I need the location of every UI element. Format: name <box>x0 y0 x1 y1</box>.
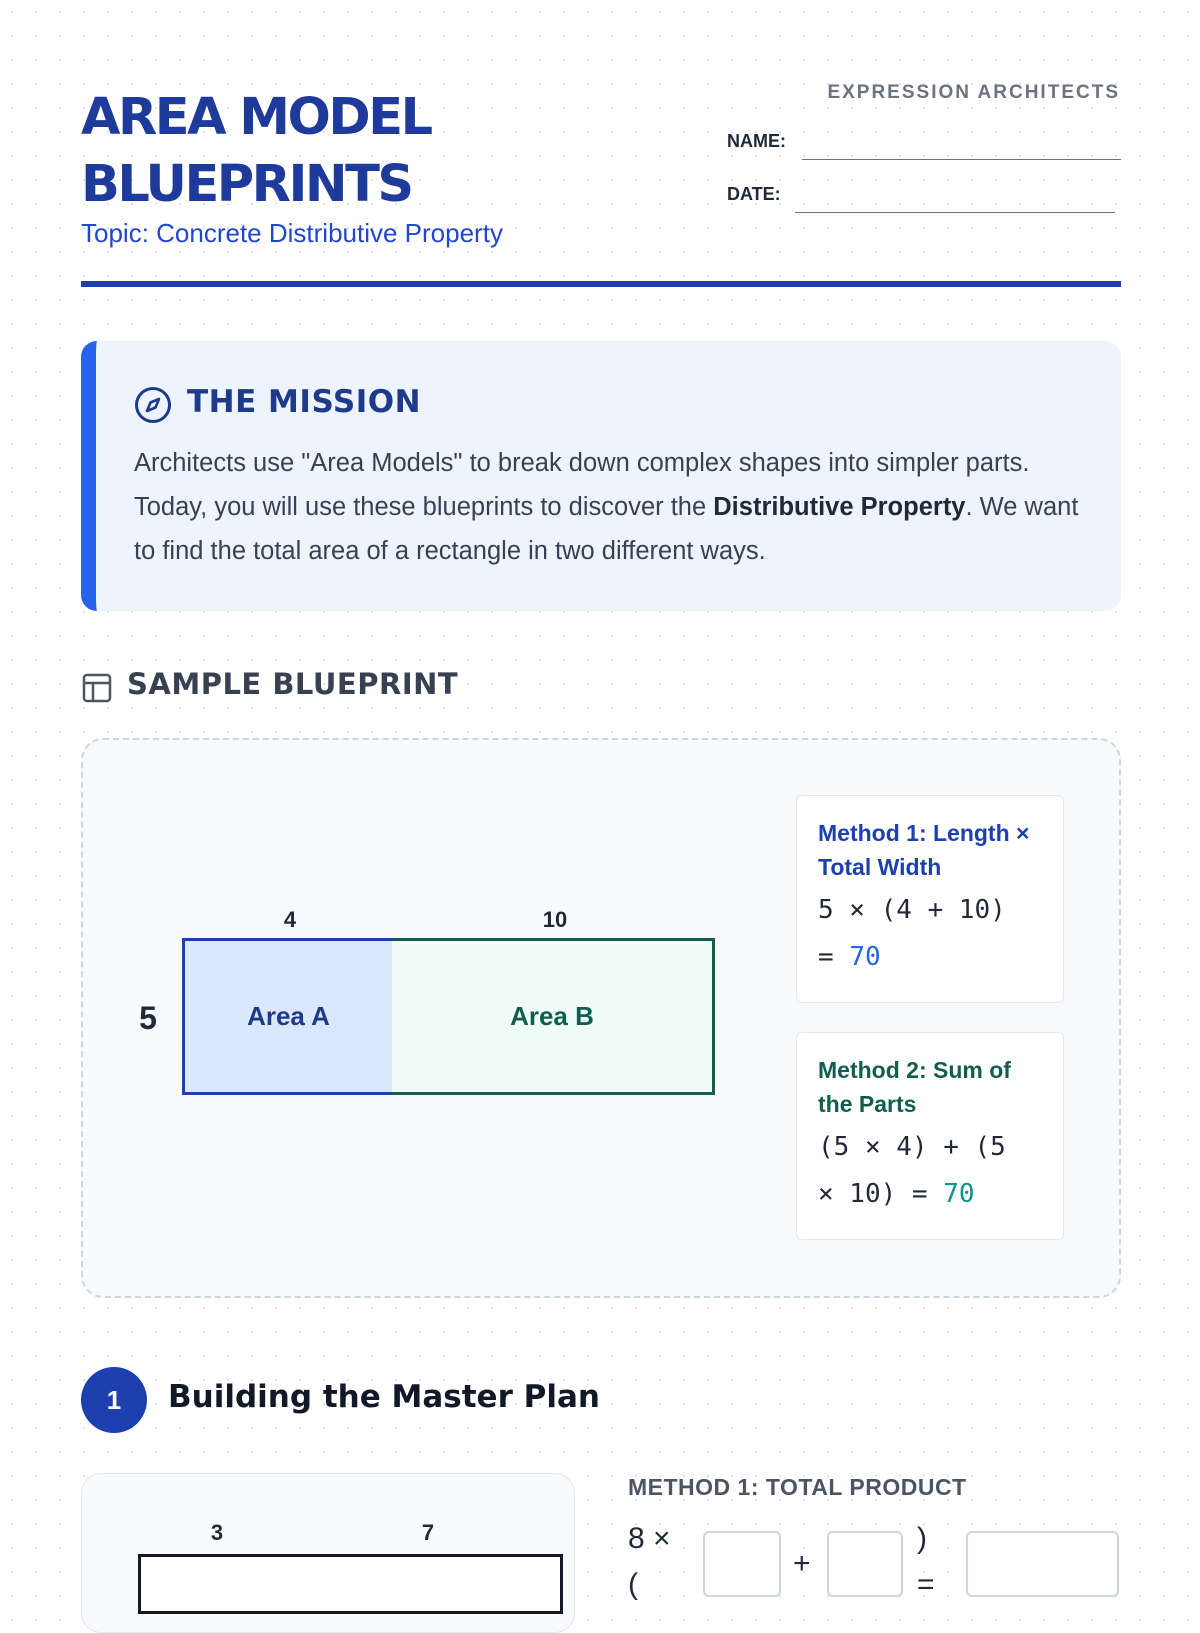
mission-bold-term: Distributive Property <box>713 493 966 521</box>
name-field[interactable] <box>802 159 1121 160</box>
area-b-rect <box>392 938 715 1095</box>
page-title <box>81 84 431 218</box>
equation-factor: 8 × <box>628 1522 671 1555</box>
area-a-rect <box>182 938 395 1095</box>
date-field[interactable] <box>795 212 1115 213</box>
area-a-label: Area A <box>247 1001 330 1031</box>
plan-area-left <box>138 1554 298 1614</box>
area-b-label: Area B <box>510 1001 594 1031</box>
method1-card <box>796 795 1064 1003</box>
equation-plus: + <box>793 1547 811 1580</box>
equation-open-paren: ( <box>628 1568 638 1601</box>
method2-card <box>796 1032 1064 1240</box>
sample-width-b: 10 <box>542 907 568 932</box>
plan-width-a: 3 <box>210 1520 224 1545</box>
mission-title: THE MISSION <box>187 384 422 420</box>
sample-width-a: 4 <box>283 907 297 932</box>
layout-icon <box>82 673 112 703</box>
section-title: Building the Master Plan <box>168 1379 601 1415</box>
answer-box-1[interactable] <box>703 1531 781 1597</box>
title-line-2: BLUEPRINTS <box>81 155 412 214</box>
method2-equation: (5 × 4) + (5 × 10) = 70 <box>818 1132 1006 1209</box>
compass-icon <box>134 386 172 424</box>
brand-label: EXPRESSION ARCHITECTS <box>827 82 1120 103</box>
method1-equation: 5 × (4 + 10) = 70 <box>818 895 1006 972</box>
method1-result: 70 <box>849 942 881 972</box>
equation-equals: = <box>917 1568 935 1601</box>
method1-title: Method 1: Length × Total Width <box>818 820 1030 880</box>
method2-result: 70 <box>943 1179 975 1209</box>
name-label: NAME: <box>727 131 786 151</box>
date-label: DATE: <box>727 184 781 204</box>
plan-area-right <box>295 1554 563 1614</box>
sample-title: SAMPLE BLUEPRINT <box>127 667 459 701</box>
method2-title: Method 2: Sum of the Parts <box>818 1057 1011 1117</box>
plan-width-b: 7 <box>421 1520 435 1545</box>
answer-box-2[interactable] <box>827 1531 903 1597</box>
mission-text: Architects use "Area Models" to break down complex shapes into simpler parts. Today, you will use these blueprints to discover the Distributive Property. We want to find the total area of a rectangle in two different ways. <box>134 449 1079 565</box>
section-number-badge: 1 <box>81 1367 147 1433</box>
equation-close-paren: ) <box>917 1522 927 1555</box>
method1-total-product-label: METHOD 1: TOTAL PRODUCT <box>628 1474 967 1500</box>
sample-height: 5 <box>139 1000 157 1036</box>
answer-box-total[interactable] <box>966 1531 1119 1597</box>
topic-subtitle: Topic: Concrete Distributive Property <box>81 218 503 248</box>
header-divider <box>81 281 1121 287</box>
title-line-1: AREA MODEL <box>81 88 431 147</box>
